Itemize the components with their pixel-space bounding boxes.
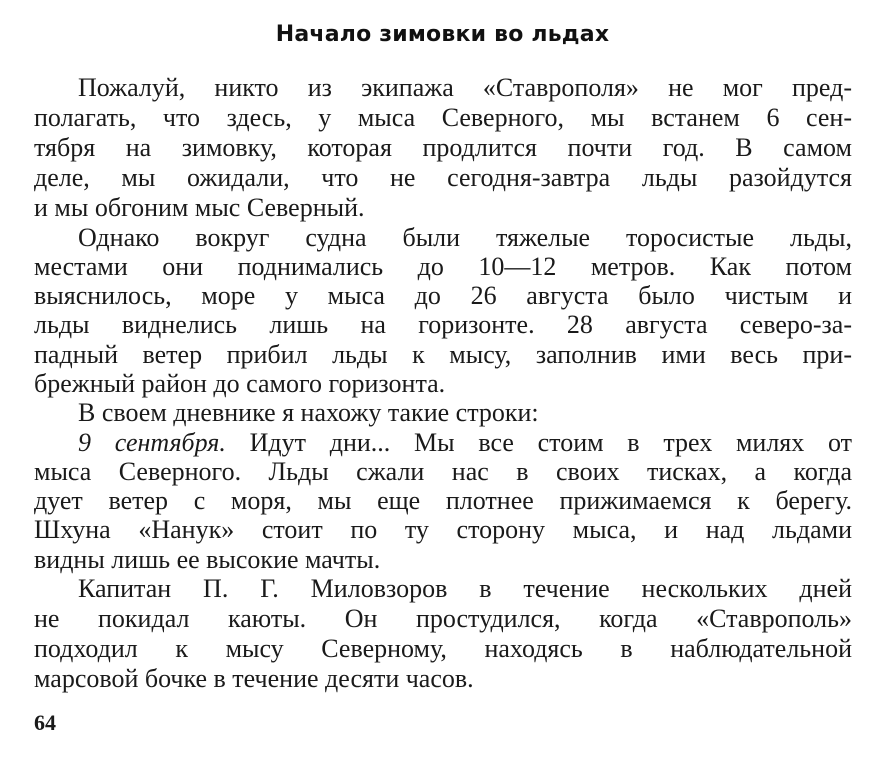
diary-entry-line bbox=[78, 428, 852, 458]
text-line: мыса Северного. Льды сжали нас в своих тисках, а когда bbox=[34, 457, 852, 486]
text-line: льды виднелись лишь на горизонте. 28 августа северо-за- bbox=[34, 310, 852, 339]
text-line: видны лишь ее высокие мачты. bbox=[34, 545, 381, 574]
text-line: падный ветер прибил льды к мысу, заполнив ими весь при- bbox=[34, 340, 852, 369]
text-line: Пожалуй, никто из экипажа «Ставрополя» не мог пред- bbox=[78, 73, 852, 102]
diary-date: 9 сентября. bbox=[78, 428, 226, 457]
section-heading: Начало зимовки во льдах bbox=[275, 22, 610, 47]
text-line: тября на зимовку, которая продлится почти год. В самом bbox=[34, 133, 852, 162]
text-line: В своем дневнике я нахожу такие строки: bbox=[78, 398, 539, 427]
text-line: подходил к мысу Северному, находясь в наблюдательной bbox=[34, 634, 852, 663]
text-line: не покидал каюты. Он простудился, когда «Ставрополь» bbox=[34, 604, 852, 633]
text-line: Однако вокруг судна были тяжелые торосистые льды, bbox=[78, 223, 852, 252]
text-line: дует ветер с моря, мы еще плотнее прижимаемся к берегу. bbox=[34, 486, 852, 515]
text-line: местами они поднимались до 10—12 метров. Как потом bbox=[34, 252, 852, 281]
text-line: выяснилось, море у мыса до 26 августа было чистым и bbox=[34, 281, 852, 310]
text-line: полагать, что здесь, у мыса Северного, мы встанем 6 сен- bbox=[34, 103, 852, 132]
text-line: марсовой бочке в течение десяти часов. bbox=[34, 664, 474, 693]
text-line: Шхуна «Нанук» стоит по ту сторону мыса, и над льдами bbox=[34, 515, 852, 544]
diary-text: Идут дни... Мы все стоим в трех милях от bbox=[249, 428, 853, 457]
page-number: 64 bbox=[34, 710, 56, 735]
text-line: брежный район до самого горизонта. bbox=[34, 369, 446, 398]
text-line: деле, мы ожидали, что не сегодня-завтра льды разойдутся bbox=[34, 163, 852, 192]
text-line: и мы обгоним мыс Северный. bbox=[34, 193, 365, 222]
text-line: Капитан П. Г. Миловзоров в течение нескольких дней bbox=[78, 574, 852, 603]
